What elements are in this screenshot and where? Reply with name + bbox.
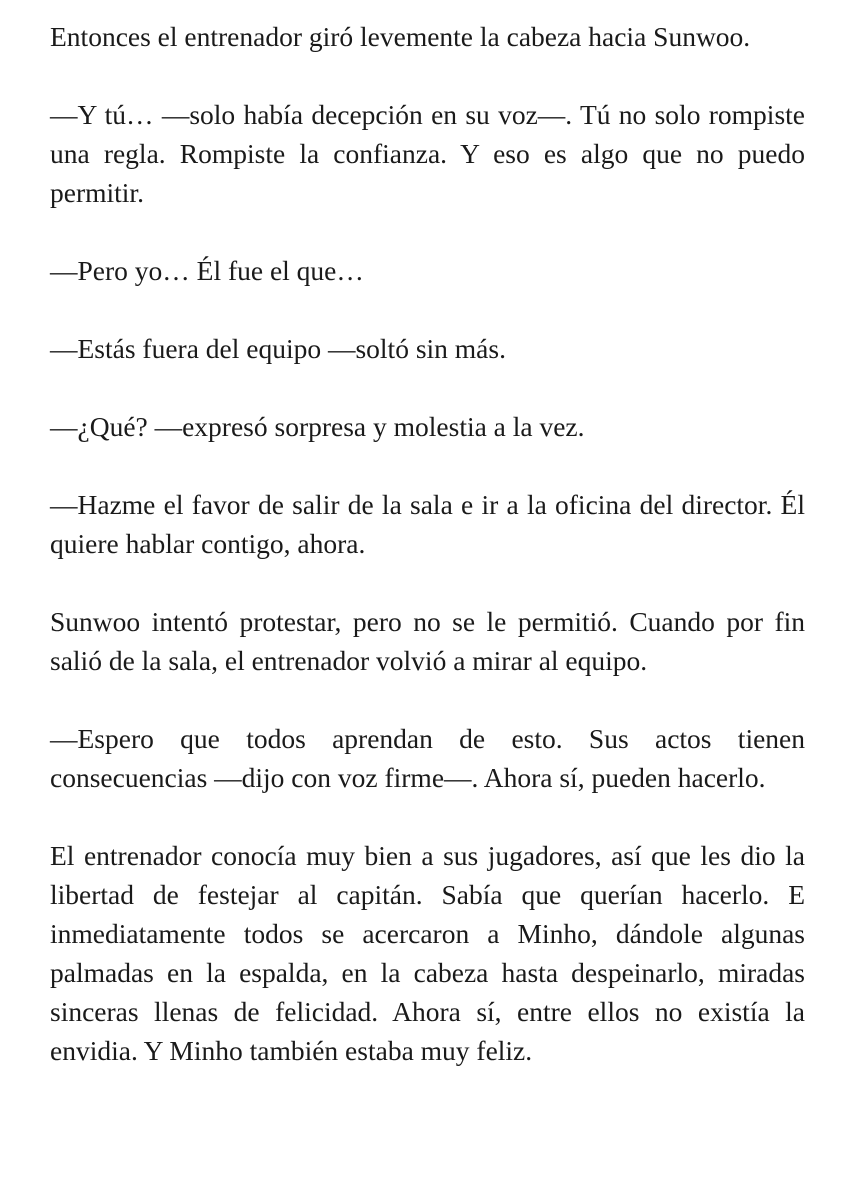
paragraph-2: —Y tú… —solo había decepción en su voz—. Tú no solo rompiste una regla. Rompiste la confianza. Y eso es algo que no puedo permitir. bbox=[50, 99, 805, 208]
paragraph-1: Entonces el entrenador giró levemente la cabeza hacia Sunwoo. bbox=[50, 21, 751, 52]
paragraph-8: —Espero que todos aprendan de esto. Sus actos tienen consecuencias —dijo con voz firme—. Ahora sí, pueden hacerlo. bbox=[50, 723, 805, 793]
paragraph-3: —Pero yo… Él fue el que… bbox=[50, 255, 364, 286]
paragraph-6: —Hazme el favor de salir de la sala e ir a la oficina del director. Él quiere hablar contigo, ahora. bbox=[50, 489, 805, 559]
paragraph-9: El entrenador conocía muy bien a sus jugadores, así que les dio la libertad de festejar al capitán. Sabía que querían hacerlo. E inmediatamente todos se acercaron a Minho, dándole algunas palmadas en la espalda, en la cabeza hasta despeinarlo, miradas sinceras llenas de felicidad. Ahora sí, entre ellos no existía la envidia. Y Minho también estaba muy feliz. bbox=[50, 840, 805, 1066]
paragraph-4: —Estás fuera del equipo —soltó sin más. bbox=[50, 333, 506, 364]
paragraph-7: Sunwoo intentó protestar, pero no se le permitió. Cuando por fin salió de la sala, el entrenador volvió a mirar al equipo. bbox=[50, 606, 805, 676]
paragraph-5: —¿Qué? —expresó sorpresa y molestia a la vez. bbox=[50, 411, 585, 442]
